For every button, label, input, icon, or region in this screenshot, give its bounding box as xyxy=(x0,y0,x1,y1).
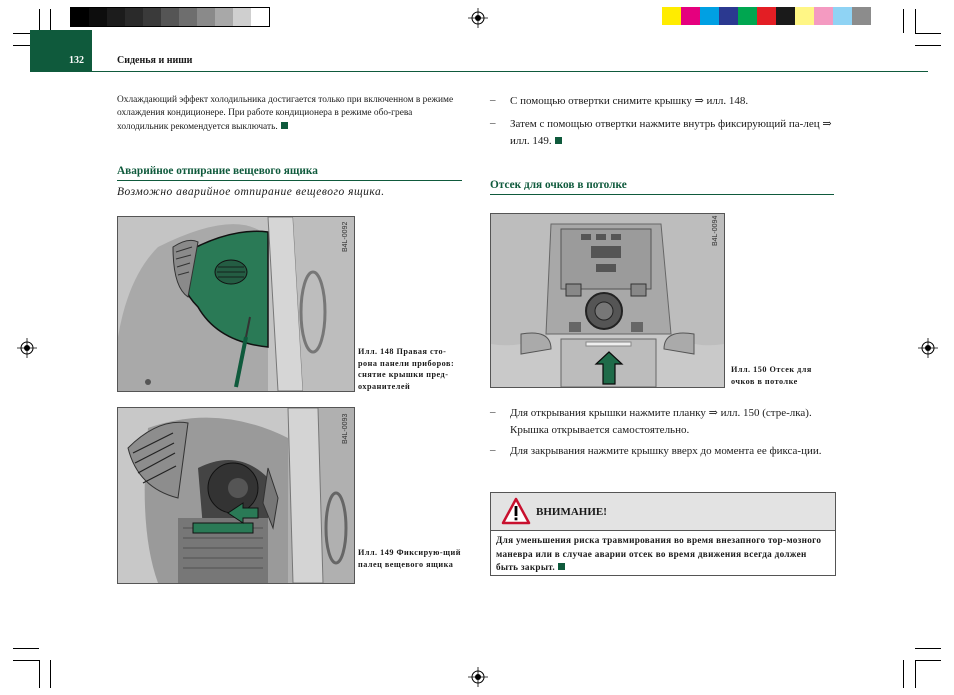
registration-mark-icon xyxy=(468,8,488,28)
figure-148-image xyxy=(117,216,355,392)
crop-mark xyxy=(915,648,941,649)
warning-triangle-icon xyxy=(501,497,531,525)
crop-mark xyxy=(13,648,39,649)
step-open-compartment: Для открывания крышки нажмите планку ⇒ илл. 150 (стре-лка). Крышка открывается самостоятельно. xyxy=(510,407,812,436)
crop-mark xyxy=(915,45,941,46)
list-dash: – xyxy=(490,406,496,418)
section-subtitle: Возможно аварийное отпирание вещевого ящика. xyxy=(117,186,385,198)
list-dash: – xyxy=(490,117,496,129)
figure-148-caption: Илл. 148 Правая сто-рона панели приборов: снятие крышки пред-охранителей xyxy=(358,347,455,391)
figure-150-code: B4L-0094 xyxy=(712,215,719,246)
section-heading-sunglasses: Отсек для очков в потолке xyxy=(490,179,627,191)
figure-148-code: B4L-0092 xyxy=(342,221,349,252)
figure-150-image xyxy=(490,213,725,388)
glovebox-latch-illustration xyxy=(118,408,354,583)
crop-mark xyxy=(915,660,916,688)
section-rule xyxy=(490,194,834,195)
roof-console-illustration xyxy=(491,214,724,387)
list-dash: – xyxy=(490,94,496,106)
warning-box xyxy=(490,492,836,576)
registration-mark-icon xyxy=(468,667,488,687)
page-number: 132 xyxy=(69,55,84,66)
header-rule xyxy=(30,71,928,72)
end-marker-icon xyxy=(281,122,288,129)
step-remove-cover: С помощью отвертки снимите крышку ⇒ илл. 148. xyxy=(510,95,749,107)
end-marker-icon xyxy=(558,563,565,570)
end-marker-icon xyxy=(555,137,562,144)
crop-mark xyxy=(915,660,941,661)
list-dash: – xyxy=(490,444,496,456)
crop-mark xyxy=(903,9,904,33)
crop-mark xyxy=(903,660,904,688)
figure-150-caption: Илл. 150 Отсек для очков в потолке xyxy=(731,365,812,386)
section-title: Сиденья и ниши xyxy=(117,55,193,66)
step-close-compartment: Для закрывания нажмите крышку вверх до момента ее фикса-ции. xyxy=(510,445,822,457)
registration-mark-icon xyxy=(17,338,37,358)
figure-149-image xyxy=(117,407,355,584)
crop-mark xyxy=(39,660,40,688)
cmyk-color-bar xyxy=(662,7,871,25)
crop-mark xyxy=(915,9,916,33)
figure-149-code: B4L-0093 xyxy=(342,413,349,444)
step-press-latch: Затем с помощью отвертки нажмите внутрь фиксирующий па-лец ⇒ илл. 149. xyxy=(510,118,832,147)
section-rule xyxy=(117,180,462,181)
grayscale-color-bar xyxy=(70,7,270,27)
intro-paragraph: Охлаждающий эффект холодильника достигается только при включенном в режиме охлаждения кондиционере. При работе кондиционера в режиме обо-грева холодильник рекомендуется выключать. xyxy=(117,95,454,132)
warning-title: ВНИМАНИЕ! xyxy=(536,506,607,518)
figure-149-caption: Илл. 149 Фиксирую-щий палец вещевого ящика xyxy=(358,548,461,569)
warning-header xyxy=(491,493,835,531)
section-heading-emergency-unlock: Аварийное отпирание вещевого ящика xyxy=(117,165,318,177)
crop-mark xyxy=(13,660,39,661)
warning-text: Для уменьшения риска травмирования во время внезапного тор-мозного маневра или в случае аварии отсек во время движения всегда должен быть закрыт. xyxy=(496,535,822,572)
crop-mark xyxy=(50,660,51,688)
dashboard-side-illustration xyxy=(118,217,354,391)
registration-mark-icon xyxy=(918,338,938,358)
crop-mark xyxy=(915,33,941,34)
